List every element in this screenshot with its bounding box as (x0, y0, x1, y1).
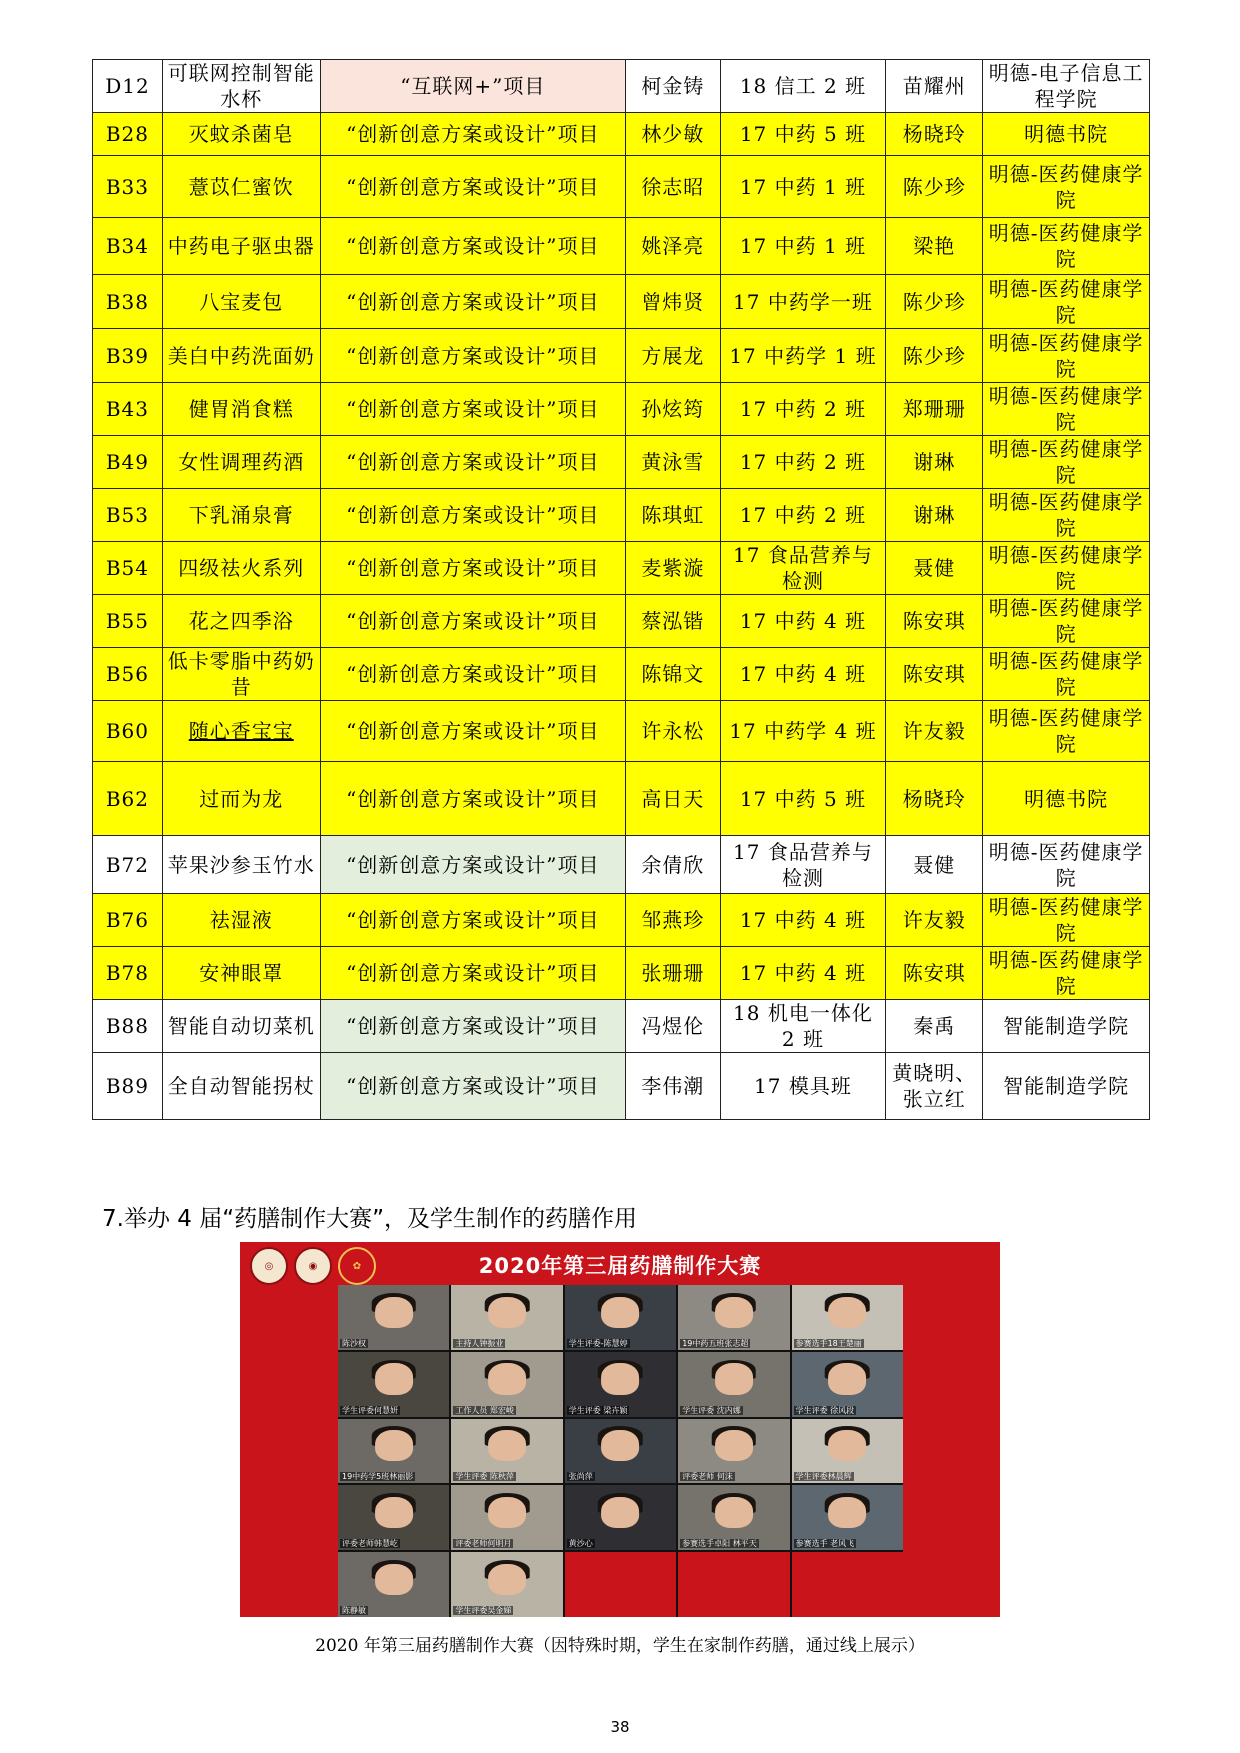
participant-name-label: 学生评委-陈慧婷 (568, 1338, 628, 1348)
project-category: “创新创意方案或设计”项目 (320, 1053, 625, 1120)
advisor-name: 梁艳 (886, 218, 983, 275)
participant-face (715, 1363, 753, 1394)
college-name: 明德-医药健康学院 (983, 156, 1150, 218)
section-heading: 7.举办 4 届“药膳制作大赛”，及学生制作的药膳作用 (102, 1206, 638, 1232)
college-name: 明德-医药健康学院 (983, 218, 1150, 275)
table-row (93, 947, 1150, 1000)
student-class: 17 中药 2 班 (720, 436, 886, 489)
college-name: 明德书院 (983, 113, 1150, 156)
empty-grid-cell (792, 1552, 903, 1617)
project-category: “创新创意方案或设计”项目 (320, 836, 625, 894)
participant-name-label: 学生评委 沈内娜 (682, 1405, 741, 1415)
participant-name-label: 工作人员 郑宏峻 (455, 1405, 514, 1415)
project-name: 美白中药洗面奶 (162, 329, 320, 383)
project-category: “创新创意方案或设计”项目 (320, 701, 625, 762)
student-name: 高日天 (625, 762, 720, 836)
advisor-name: 苗耀州 (886, 60, 983, 113)
table-row (93, 762, 1150, 836)
project-name: 薏苡仁蜜饮 (162, 156, 320, 218)
advisor-name: 聂健 (886, 836, 983, 894)
student-class: 17 中药 4 班 (720, 648, 886, 701)
project-category: “互联网+”项目 (320, 60, 625, 113)
college-name: 明德-医药健康学院 (983, 542, 1150, 595)
participant-video-tile (678, 1285, 789, 1350)
school-seal-icon: ◎ (250, 1247, 288, 1285)
participant-face (602, 1497, 640, 1528)
student-class: 17 模具班 (720, 1053, 886, 1120)
table-row (93, 701, 1150, 762)
project-name: 八宝麦包 (162, 275, 320, 329)
college-name: 明德-医药健康学院 (983, 947, 1150, 1000)
project-category: “创新创意方案或设计”项目 (320, 383, 625, 436)
participant-video-tile (792, 1485, 903, 1550)
student-class: 17 中药学 4 班 (720, 701, 886, 762)
student-class: 17 中药 2 班 (720, 383, 886, 436)
project-category: “创新创意方案或设计”项目 (320, 542, 625, 595)
page-number: 38 (610, 1718, 630, 1736)
student-name: 孙炫筠 (625, 383, 720, 436)
participant-video-tile (338, 1419, 449, 1484)
participant-video-tile (565, 1419, 676, 1484)
participant-video-tile (792, 1352, 903, 1417)
college-name: 明德-医药健康学院 (983, 701, 1150, 762)
project-name: 女性调理药酒 (162, 436, 320, 489)
participant-name-label: 学生评委何慧妍 (342, 1405, 398, 1415)
participant-name-label: 学生评委 梁卉颖 (568, 1405, 628, 1415)
project-name: 过而为龙 (162, 762, 320, 836)
student-name: 许永松 (625, 701, 720, 762)
participant-video-tile (338, 1285, 449, 1350)
student-class: 17 中药 1 班 (720, 218, 886, 275)
participant-name-label: 黄沙心 (568, 1539, 593, 1549)
participant-video-tile (451, 1352, 562, 1417)
participant-face (488, 1363, 526, 1394)
advisor-name: 聂健 (886, 542, 983, 595)
participant-face (375, 1297, 413, 1328)
student-class: 17 中药学一班 (720, 275, 886, 329)
participant-face (602, 1363, 640, 1394)
participant-face (488, 1297, 526, 1328)
project-id: B53 (93, 489, 163, 542)
advisor-name: 许友毅 (886, 701, 983, 762)
project-name: 下乳涌泉膏 (162, 489, 320, 542)
student-class: 17 中药 4 班 (720, 595, 886, 648)
table-row (93, 156, 1150, 218)
project-category: “创新创意方案或设计”项目 (320, 894, 625, 947)
advisor-name: 杨晓玲 (886, 762, 983, 836)
project-id: B38 (93, 275, 163, 329)
participant-name-label: 学生评委吴金娣 (455, 1606, 512, 1615)
participant-name-label: 陈静敏 (342, 1606, 366, 1615)
student-name: 陈锦文 (625, 648, 720, 701)
photo-caption: 2020 年第三届药膳制作大赛（因特殊时期，学生在家制作药膳，通过线上展示） (315, 1636, 925, 1656)
project-id: B28 (93, 113, 163, 156)
college-name: 明德-医药健康学院 (983, 648, 1150, 701)
participant-video-tile (678, 1485, 789, 1550)
participant-name-label: 学生评委 徐风段 (795, 1405, 855, 1415)
participant-name-label: 19中药学5班林丽影 (342, 1472, 414, 1482)
college-name: 智能制造学院 (983, 1053, 1150, 1120)
project-id: B33 (93, 156, 163, 218)
project-name: 花之四季浴 (162, 595, 320, 648)
participant-face (375, 1497, 413, 1528)
project-category: “创新创意方案或设计”项目 (320, 156, 625, 218)
student-name: 徐志昭 (625, 156, 720, 218)
project-category: “创新创意方案或设计”项目 (320, 595, 625, 648)
participant-video-tile (565, 1485, 676, 1550)
project-category: “创新创意方案或设计”项目 (320, 762, 625, 836)
advisor-name: 陈安琪 (886, 947, 983, 1000)
project-category: “创新创意方案或设计”项目 (320, 218, 625, 275)
college-name: 智能制造学院 (983, 1000, 1150, 1053)
participant-face (375, 1430, 413, 1461)
table-row (93, 436, 1150, 489)
video-call-grid (338, 1285, 903, 1617)
project-id: B89 (93, 1053, 163, 1120)
college-name: 明德书院 (983, 762, 1150, 836)
student-class: 17 中药 2 班 (720, 489, 886, 542)
participant-video-tile (338, 1552, 449, 1617)
college-name: 明德-医药健康学院 (983, 489, 1150, 542)
table-row (93, 595, 1150, 648)
student-class: 17 中药 4 班 (720, 947, 886, 1000)
table-row (93, 383, 1150, 436)
table-row (93, 894, 1150, 947)
student-name: 蔡泓锴 (625, 595, 720, 648)
participant-name-label: 学生评委林晨辉 (795, 1472, 852, 1482)
project-category: “创新创意方案或设计”项目 (320, 648, 625, 701)
participant-name-label: 评委老师韩慧屹 (342, 1539, 398, 1549)
project-name: 祛湿液 (162, 894, 320, 947)
project-name: 低卡零脂中药奶昔 (162, 648, 320, 701)
project-name: 灭蚊杀菌皂 (162, 113, 320, 156)
project-id: B76 (93, 894, 163, 947)
advisor-name: 秦禹 (886, 1000, 983, 1053)
student-class: 17 中药学 1 班 (720, 329, 886, 383)
student-class: 17 中药 5 班 (720, 762, 886, 836)
project-category: “创新创意方案或设计”项目 (320, 1000, 625, 1053)
project-name: 苹果沙参玉竹水 (162, 836, 320, 894)
participant-face (488, 1497, 526, 1528)
empty-grid-cell (678, 1552, 789, 1617)
advisor-name: 黄晓明、张立红 (886, 1053, 983, 1120)
college-name: 明德-医药健康学院 (983, 595, 1150, 648)
project-name: 全自动智能拐杖 (162, 1053, 320, 1120)
participant-face (602, 1297, 640, 1328)
project-id: B39 (93, 329, 163, 383)
student-name: 林少敏 (625, 113, 720, 156)
participant-name-label: 参赛选手 老风飞 (795, 1539, 855, 1549)
project-id: B54 (93, 542, 163, 595)
table-row (93, 275, 1150, 329)
advisor-name: 许友毅 (886, 894, 983, 947)
student-name: 李伟潮 (625, 1053, 720, 1120)
participant-face (488, 1430, 526, 1461)
table-row (93, 648, 1150, 701)
participant-video-tile (792, 1419, 903, 1484)
project-id: D12 (93, 60, 163, 113)
project-id: B56 (93, 648, 163, 701)
empty-grid-cell (565, 1552, 676, 1617)
student-name: 姚泽亮 (625, 218, 720, 275)
participant-face (828, 1430, 866, 1461)
participant-video-tile (451, 1419, 562, 1484)
student-class: 18 机电一体化 2 班 (720, 1000, 886, 1053)
project-category: “创新创意方案或设计”项目 (320, 489, 625, 542)
table-row (93, 113, 1150, 156)
participant-video-tile (451, 1285, 562, 1350)
table-row (93, 329, 1150, 383)
table-row (93, 218, 1150, 275)
advisor-name: 郑珊珊 (886, 383, 983, 436)
project-category: “创新创意方案或设计”项目 (320, 275, 625, 329)
participant-video-tile (678, 1419, 789, 1484)
table-row (93, 60, 1150, 113)
participant-name-label: 学生评委 陈秋萍 (455, 1472, 514, 1482)
flower-decoration-icon: ✿ (338, 1247, 376, 1285)
student-name: 麦紫漩 (625, 542, 720, 595)
table-row (93, 489, 1150, 542)
project-id: B49 (93, 436, 163, 489)
project-category: “创新创意方案或设计”项目 (320, 329, 625, 383)
advisor-name: 陈少珍 (886, 156, 983, 218)
advisor-name: 陈少珍 (886, 275, 983, 329)
competition-photo (240, 1242, 1000, 1617)
participant-video-tile (565, 1352, 676, 1417)
participant-face (828, 1363, 866, 1394)
project-id: B34 (93, 218, 163, 275)
participant-video-tile (792, 1285, 903, 1350)
participant-face (375, 1564, 413, 1595)
participant-name-label: 参赛选手卓阳 林平天 (682, 1539, 757, 1549)
participant-name-label: 参赛选手18王楚丽 (795, 1338, 862, 1348)
advisor-name: 陈安琪 (886, 595, 983, 648)
college-name: 明德-医药健康学院 (983, 383, 1150, 436)
college-name: 明德-医药健康学院 (983, 275, 1150, 329)
college-name: 明德-医药健康学院 (983, 836, 1150, 894)
project-name: 四级祛火系列 (162, 542, 320, 595)
participant-name-label: 主持人钟振业 (455, 1338, 504, 1348)
student-name: 张珊珊 (625, 947, 720, 1000)
project-category: “创新创意方案或设计”项目 (320, 947, 625, 1000)
project-table (92, 59, 1150, 1120)
participant-name-label: 陈沙权 (342, 1338, 366, 1348)
advisor-name: 陈安琪 (886, 648, 983, 701)
project-id: B62 (93, 762, 163, 836)
project-name: 中药电子驱虫器 (162, 218, 320, 275)
table-row (93, 542, 1150, 595)
participant-video-tile (565, 1285, 676, 1350)
student-class: 17 中药 1 班 (720, 156, 886, 218)
project-category: “创新创意方案或设计”项目 (320, 436, 625, 489)
student-name: 陈琪虹 (625, 489, 720, 542)
project-id: B60 (93, 701, 163, 762)
table-row (93, 836, 1150, 894)
participant-face (715, 1430, 753, 1461)
college-name: 明德-电子信息工程学院 (983, 60, 1150, 113)
student-class: 18 信工 2 班 (720, 60, 886, 113)
project-name: 智能自动切菜机 (162, 1000, 320, 1053)
participant-name-label: 张尚萍 (568, 1472, 593, 1482)
participant-video-tile (451, 1485, 562, 1550)
project-name: 健胃消食糕 (162, 383, 320, 436)
participant-name-label: 评委老师 何沫 (682, 1472, 733, 1482)
college-name: 明德-医药健康学院 (983, 329, 1150, 383)
project-table-body (93, 60, 1150, 1120)
advisor-name: 陈少珍 (886, 329, 983, 383)
participant-face (828, 1497, 866, 1528)
student-class: 17 食品营养与检测 (720, 836, 886, 894)
student-class: 17 中药 4 班 (720, 894, 886, 947)
project-id: B55 (93, 595, 163, 648)
student-name: 柯金铸 (625, 60, 720, 113)
participant-name-label: 评委老师何明月 (455, 1539, 512, 1549)
participant-video-tile (678, 1352, 789, 1417)
table-row (93, 1000, 1150, 1053)
project-name: 随心香宝宝 (162, 701, 320, 762)
student-name: 曾炜贤 (625, 275, 720, 329)
project-id: B43 (93, 383, 163, 436)
participant-face (375, 1363, 413, 1394)
participant-face (488, 1564, 526, 1595)
participant-face (602, 1430, 640, 1461)
student-name: 余倩欣 (625, 836, 720, 894)
participant-face (715, 1497, 753, 1528)
student-name: 黄泳雪 (625, 436, 720, 489)
project-name: 安神眼罩 (162, 947, 320, 1000)
student-class: 17 食品营养与检测 (720, 542, 886, 595)
participant-face (715, 1297, 753, 1328)
student-name: 方展龙 (625, 329, 720, 383)
college-name: 明德-医药健康学院 (983, 894, 1150, 947)
student-name: 冯煜伦 (625, 1000, 720, 1053)
participant-name-label: 19中药五班张志超 (682, 1338, 749, 1348)
project-id: B88 (93, 1000, 163, 1053)
participant-video-tile (338, 1485, 449, 1550)
participant-video-tile (338, 1352, 449, 1417)
student-name: 邹燕珍 (625, 894, 720, 947)
college-name: 明德-医药健康学院 (983, 436, 1150, 489)
project-id: B78 (93, 947, 163, 1000)
advisor-name: 杨晓玲 (886, 113, 983, 156)
project-name: 可联网控制智能水杯 (162, 60, 320, 113)
advisor-name: 谢琳 (886, 489, 983, 542)
advisor-name: 谢琳 (886, 436, 983, 489)
participant-face (828, 1297, 866, 1328)
project-id: B72 (93, 836, 163, 894)
student-class: 17 中药 5 班 (720, 113, 886, 156)
project-category: “创新创意方案或设计”项目 (320, 113, 625, 156)
photo-title: 2020年第三届药膳制作大赛 (478, 1254, 762, 1278)
participant-video-tile (451, 1552, 562, 1617)
college-emblem-icon: ◉ (294, 1247, 332, 1285)
table-row (93, 1053, 1150, 1120)
